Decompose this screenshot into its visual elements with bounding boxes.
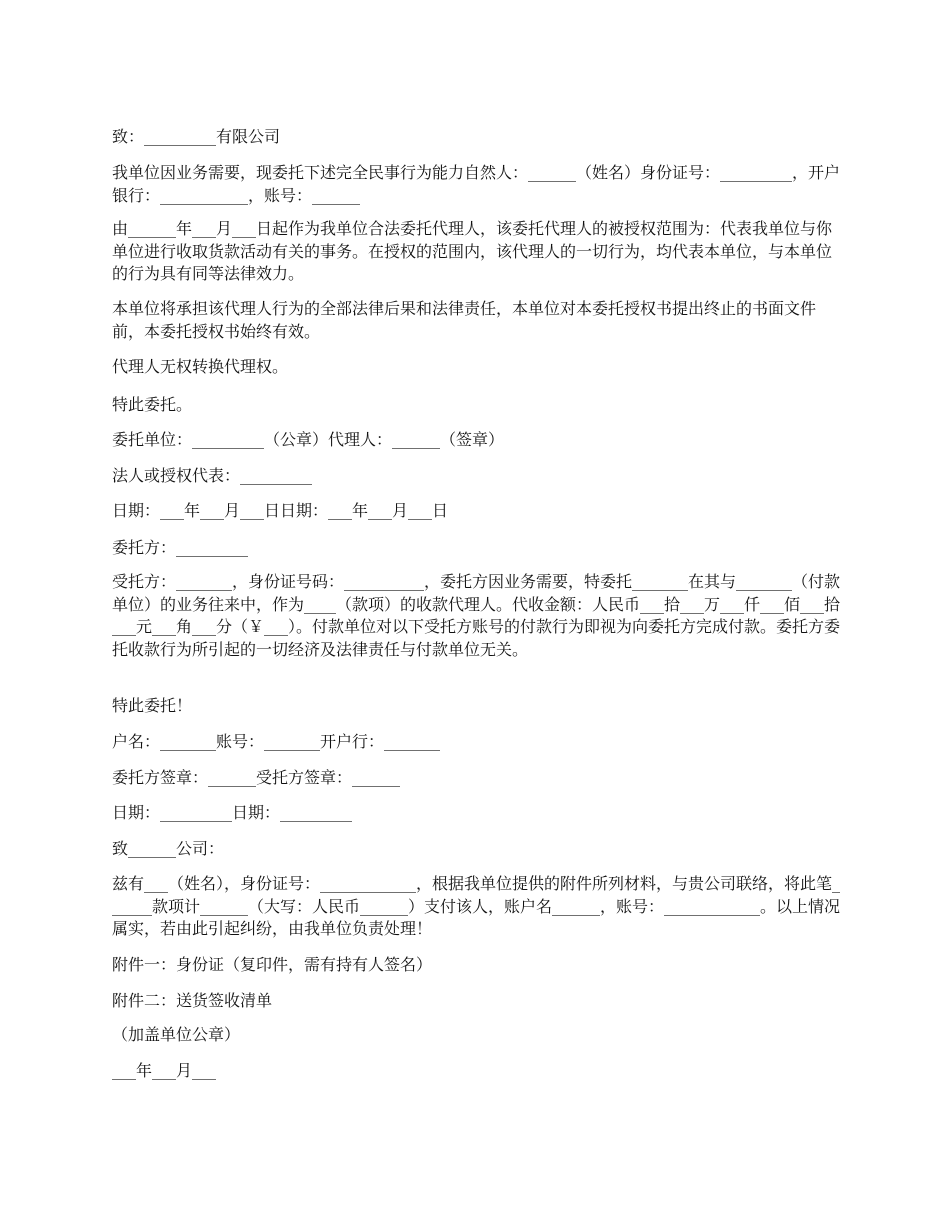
addressee-line-2: 致______公司： xyxy=(112,839,225,858)
signature-line-principal: 委托单位：_________（公章）代理人：______（签章） xyxy=(112,430,505,449)
final-date-line: ___年___月___ xyxy=(112,1061,217,1080)
signature-line-representative: 法人或授权代表：_________ xyxy=(112,466,313,485)
date-line-1: 日期：___年___月___日日期：___年___月___日 xyxy=(112,501,449,520)
attachment-line-2: 附件二：送货签收清单 xyxy=(112,991,273,1010)
paragraph-agent-identity: 我单位因业务需要，现委托下述完全民事行为能力自然人：______（姓名）身份证号：_________，开户银行：___________，账号：______ xyxy=(112,163,841,205)
closing-line-1: 特此委托。 xyxy=(112,395,193,414)
paragraph-payment-request: 兹有___（姓名），身份证号：____________，根据我单位提供的附件所列材料，与贵公司联络，将此笔______款项计______（大写：人民币______）支付该人，账户名______，账号：____________。以上情况属实，若由此引起纠纷，由我单位负责处理！ xyxy=(112,874,841,938)
addressee-line: 致：_________有限公司 xyxy=(112,127,281,146)
principal-line: 委托方：_________ xyxy=(112,538,249,557)
date-line-2: 日期：_________日期：_________ xyxy=(112,803,353,822)
attachment-line-1: 附件一：身份证（复印件，需有持有人签名） xyxy=(112,955,433,974)
paragraph-collection-agent: 受托方：_______，身份证号码：__________，委托方因业务需要，特委托_______在其与_______（付款单位）的业务往来中，作为____（款项）的收款代理人。代收金额：人民币___拾___万___仟___佰___拾___元___角___分（￥___）。付款单位对以下受托方账号的付款行为即视为向委托方完成付款。委托方委托收款行为所引起的一切经济及法律责任与付款单位无关。 xyxy=(112,572,841,659)
paragraph-authorization-scope: 由______年___月___日起作为我单位合法委托代理人，该委托代理人的被授权范围为：代表我单位与你单位进行收取货款活动有关的事务。在授权的范围内，该代理人的一切行为，均代表本单位，与本单位的行为具有同等法律效力。 xyxy=(112,219,833,283)
paragraph-no-transfer: 代理人无权转换代理权。 xyxy=(112,357,289,376)
paragraph-legal-responsibility: 本单位将承担该代理人行为的全部法律后果和法律责任，本单位对本委托授权书提出终止的书面文件前，本委托授权书始终有效。 xyxy=(112,299,817,341)
signature-line-both-parties: 委托方签章：______受托方签章：______ xyxy=(112,768,401,787)
closing-line-2: 特此委托！ xyxy=(112,696,193,715)
account-line: 户名：_______账号：_______开户行：_______ xyxy=(112,732,441,751)
seal-note: （加盖单位公章） xyxy=(112,1025,241,1044)
